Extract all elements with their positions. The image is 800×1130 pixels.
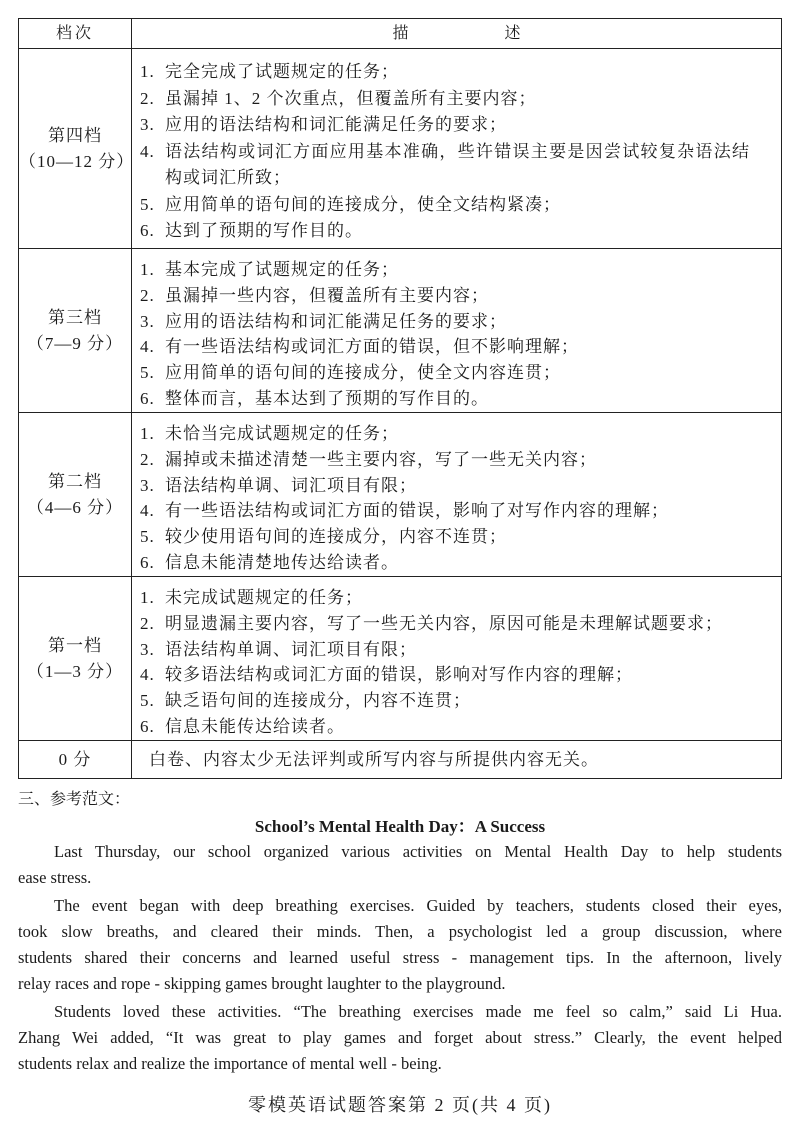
criteria-item [140,637,781,663]
item-text: 虽漏掉 1、2 个次重点，但覆盖所有主要内容； [165,88,537,108]
essay-line: Zhang Wei added, “It was great to play games and forget about stress.” Clearly, the event helped [18,1028,782,1047]
criteria-item [140,550,781,576]
item-text: 信息未能清楚地传达给读者。 [165,552,399,572]
essay-line: Last Thursday, our school organized various activities on Mental Health Day to help students [54,842,782,861]
item-text: 语法结构单调、词汇项目有限； [165,475,417,495]
essay-line: Students loved these activities. “The breathing exercises made me feel so calm,” said Li Hua. [54,1002,782,1021]
item-number: 3. [140,639,155,659]
grade-row-0 [19,740,781,778]
criteria-list [132,249,781,412]
item-number: 5. [140,691,155,711]
item-text: 漏掉或未描述清楚一些主要内容，写了一些无关内容； [165,449,597,469]
criteria-item [140,257,781,283]
grade-row-4 [19,48,781,248]
item-number: 3. [140,475,155,495]
item-number: 2. [140,613,155,633]
criteria-item [140,498,781,524]
item-text: 未完成试题规定的任务； [165,588,363,607]
header-level: 档次 [19,19,132,48]
grade-score: （1—3 分） [26,661,124,681]
criteria-item [140,447,781,473]
item-number: 5. [140,527,155,547]
criteria-list [132,49,781,248]
item-text: 应用简单的语句间的连接成分，使全文内容连贯； [165,363,561,383]
item-number: 4. [140,501,155,521]
essay-line: ease stress. [18,868,92,887]
item-text: 应用的语法结构和词汇能满足任务的要求； [165,115,507,134]
criteria-item [140,218,781,245]
item-number: 5. [140,363,155,383]
criteria-list [132,413,781,576]
item-number: 6. [140,716,155,736]
item-number: 1. [140,588,155,607]
grade-row-1 [19,576,781,740]
criteria-item [140,112,781,139]
criteria-item [140,421,781,447]
criteria-item [140,283,781,309]
scoring-table [18,18,782,779]
criteria-item [140,59,781,86]
item-text: 明显遗漏主要内容，写了一些无关内容，原因可能是未理解试题要求； [165,613,723,633]
essay-line: students shared their concerns and learned useful stress - management tips. In the afternoon, lively [18,948,782,967]
item-text: 有一些语法结构或词汇方面的错误，但不影响理解； [165,337,579,357]
criteria-item [140,309,781,335]
item-number: 4. [140,141,155,161]
essay-line: The event began with deep breathing exercises. Guided by teachers, students closed their eyes, [54,896,782,915]
grade-cell [19,249,132,412]
item-text: 基本完成了试题规定的任务； [165,260,399,279]
essay-line: took slow breaths, and cleared their minds. Then, a psychologist led a group discussion, where [18,922,782,941]
criteria-item [140,334,781,360]
item-text: 信息未能传达给读者。 [165,716,345,736]
item-text: 缺乏语句间的连接成分，内容不连贯； [165,691,471,711]
item-text: 较少使用语句间的连接成分，内容不连贯； [165,527,507,547]
grade-score: （7—9 分） [26,333,124,353]
table-header [19,19,781,48]
essay-paragraph [18,893,782,997]
item-number: 1. [140,424,155,443]
grade-cell [19,49,135,248]
grade-label: 第一档 [48,635,102,655]
criteria-item [140,386,781,412]
essay-line: students relax and realize the importance of mental well - being. [18,1054,442,1073]
item-number: 1. [140,260,155,279]
section-heading: 三、参考范文： [18,791,131,808]
item-number: 3. [140,311,155,331]
grade-score: （10—12 分） [19,151,135,171]
item-text: 应用简单的语句间的连接成分，使全文结构紧凑； [165,194,561,214]
grade-row-3 [19,248,781,412]
grade-label: 第四档 [48,125,102,145]
criteria-item [140,611,781,637]
item-number: 6. [140,552,155,572]
grade-cell [19,577,132,740]
essay-line: relay races and rope - skipping games brought laughter to the playground. [18,974,506,993]
criteria-item [140,139,781,192]
grade-label: 第二档 [48,471,102,491]
item-number: 1. [140,62,155,81]
criteria-item [140,360,781,386]
item-text: 未恰当完成试题规定的任务； [165,424,399,443]
criteria-list [132,577,781,740]
grade-label: 0 分 [58,749,92,769]
item-text: 完全完成了试题规定的任务； [165,62,399,81]
item-number: 6. [140,221,155,240]
item-text: 有一些语法结构或词汇方面的错误，影响了对写作内容的理解； [165,501,669,521]
item-number: 4. [140,665,155,685]
item-text: 应用的语法结构和词汇能满足任务的要求； [165,311,507,331]
essay-paragraph [18,839,782,891]
item-number: 2. [140,88,155,108]
page-footer: 零模英语试题答案第 2 页(共 4 页) [248,1095,552,1115]
criteria-item [140,473,781,499]
essay-paragraph [18,999,782,1077]
item-number: 6. [140,388,155,408]
item-text: 达到了预期的写作目的。 [165,221,363,240]
item-number: 5. [140,194,155,214]
item-text: 虽漏掉一些内容，但覆盖所有主要内容； [165,285,489,305]
grade-cell [19,413,132,576]
criteria-item [140,585,781,611]
grade-zero-description: 白卷、内容太少无法评判或所写内容与所提供内容无关。 [149,749,599,769]
criteria-item [140,662,781,688]
grade-cell [19,741,132,778]
grade-row-2 [19,412,781,576]
item-number: 2. [140,449,155,469]
criteria-item [140,714,781,740]
header-description: 描述 [392,25,617,42]
criteria-item [140,86,781,113]
item-number: 2. [140,285,155,305]
item-number: 4. [140,337,155,357]
criteria-item [140,524,781,550]
grade-score: （4—6 分） [26,497,124,517]
item-text: 语法结构单调、词汇项目有限； [165,639,417,659]
criteria-item [140,688,781,714]
item-text: 整体而言，基本达到了预期的写作目的。 [165,388,489,408]
grade-label: 第三档 [48,307,102,327]
item-text: 较多语法结构或词汇方面的错误，影响对写作内容的理解； [165,665,633,685]
essay-title: School’s Mental Health Day：A Success [254,817,546,836]
criteria-item [140,192,781,219]
item-number: 3. [140,115,155,134]
item-text: 语法结构或词汇方面应用基本准确，些许错误主要是因尝试较复杂语法结构或词汇所致； [165,141,750,187]
essay-body [18,839,782,1077]
